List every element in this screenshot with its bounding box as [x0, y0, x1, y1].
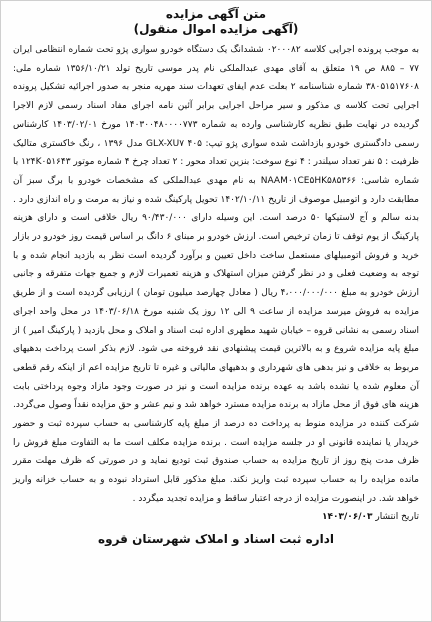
notice-subtitle: (آگهی مزایده اموال منقول) [133, 22, 299, 36]
notice-body: به موجب پرونده اجرایی کلاسه ۰۲۰۰۰۸۲ ششدانگ یک دستگاه خودرو سواری پژو تحت شماره انتظامی ایران ۷۷ – ۸۸۵ ص ۱۹ متعلق به آقای مهدی عبدالملکی نام پدر موسی تاریخ تولد ۱۳۵۶/۱۰/۲۱ شماره ملی: ۳۸۰۵۱۵۱۷۶۰۸ شماره شناسنامه ۲ بعلت عدم ایفای تعهدات سند مهریه منجر به صدور اجرائیه تشکیل پرونده اجرایی تحت کلاسه ی مذکور و سیر مراحل اجرایی برابر آئین نامه اجرای مفاد اسناد رسمی لازم الاجرا گردیده در نهایت طبق نظریه کارشناسی وارده به شماره ۱۴۰۳۰۰۴۸۰۰۰۰۷۷۳ مورخ ۱۴۰۳/۰۲/۰۱ کارشناس رسمی دادگستری خودرو بازداشت شده سواری پژو تیپ: ۴۰۵ GLX-XU۷ مدل ۱۳۹۶ ، رنگ خاکستری متالیک ظرفیت : ۵ نفر تعداد سیلندر : ۴ نوع سوخت: بنزین تعداد محور : ۲ تعداد چرخ ۴ شماره موتور ۱۲۴K۰۵۱۶۴۳ با شماره شاسی: NAAM۰۱CE۵HK۵۸۵۳۶۶ به نام مهدی عبدالملکی که مشخصات خودرو با برگ سبز آن مطابقت دارد و اتومبیل موصوف از تاریخ ۱۴۰۲/۱۰/۱۱ تحویل پارکینگ شده و نیاز به مرمت و راه اندازی دارد . بدنه سالم و آج لاستیکها ۵۰ درصد است. این وسیله دارای ۹۰/۴۳۰/۰۰۰ ریال خلافی است و دارای هزینه پارکینگ از یوم توقف تا زمان ترخیص است. ارزش خودرو بر مبنای ۶ دانگ بر اساس قیمت روز خودرو در بازار خرید و فروش اتومبیلهای مستعمل ساخت داخل تعیین و برآورد گردیده است نظر به بازدید انجام شده و با توجه به وضعیت فعلی و در نظر گرفتن میزان استهلاک و هزینه تعمیرات لازم و جمیع جهات متفرقه و جانبی ارزش خودرو به مبلغ ۴،۰۰۰/۰۰۰/۰۰۰ ریال ( معادل چهارصد میلیون تومان ) ارزیابی گردیده است و از طریق مزایده به فروش میرسد مزایده از ساعت ۹ الی ۱۲ روز یک شنبه مورخ ۱۴۰۳/۰۶/۱۸ در محل واحد اجرای اسناد رسمی به نشانی قروه – خیابان شهید مطهری اداره ثبت اسناد و املاک و محل بازدید ( پارکینگ امیر ) از مبلغ پایه مزایده شروع و به بالاترین قیمت پیشنهادی نقد فروخته می شود. لازم بذکر است پرداخت بدهیهای مربوط به خلافی و نیز بدهی های شهرداری و بدهیهای مالیاتی و غیره تا تاریخ مزایده اعم از اینکه رقم قطعی آن معلوم شده یا نشده باشد به عهده برنده مزایده است و نیز در صورت وجود مازاد وجوه پرداختی بابت هزینه های فوق از محل مازاد به برنده مزایده مسترد خواهد شد و نیم عشر و حق مزایده نقداً وصول می‌گردد. شرکت کننده در مزایده منوط به پرداخت ده درصد از مبلغ پایه کارشناسی به حساب سپرده ثبت و حضور خریدار یا نماینده قانونی او در جلسه مزایده است . برنده مزایده مکلف است ما به التفاوت مبلغ فروش را ظرف مدت پنج روز از تاریخ مزایده به حساب صندوق ثبت تودیع نماید و در صورتی که ظرف مهلت مقرر مانده مزایده را به حساب سپرده ثبت واریز نکند. مبلغ مذکور قابل استرداد نبوده و به حساب خزانه واریز خواهد شد. در اینصورت مزایده از درجه اعتبار ساقط و مزایده تجدید میگردد . [13, 45, 420, 504]
publish-date-label: تاریخ انتشار [375, 511, 419, 522]
publish-date-line [13, 509, 419, 526]
issuer-signature: اداره ثبت اسناد و املاک شهرستان قروه [98, 531, 334, 546]
notice-title: متن آگهی مزایده [165, 7, 267, 21]
publish-date-value: ۱۴۰۳/۰۶/۰۳ [321, 511, 373, 522]
